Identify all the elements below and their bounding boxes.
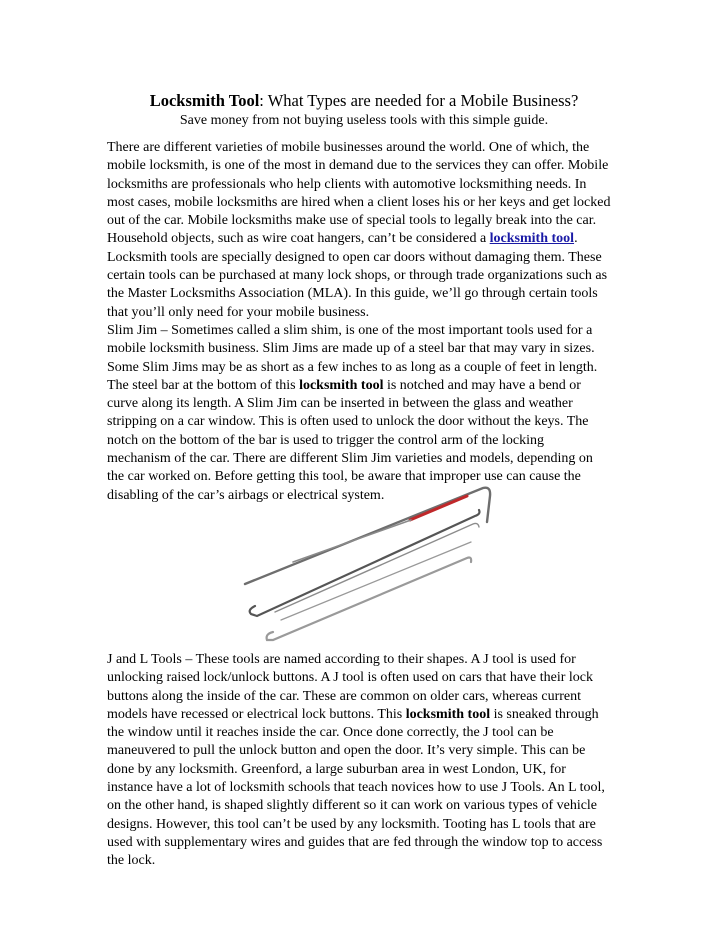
text-line: mobile locksmith business. Slim Jims are made up of a steel bar that may vary in sizes.: [107, 341, 595, 357]
bold-term: locksmith tool: [299, 377, 384, 393]
page-subtitle: Save money from not buying useless tools with this simple guide.: [179, 113, 549, 128]
text-run: The steel bar at the bottom of this: [107, 377, 300, 393]
text-line: the lock.: [107, 853, 156, 869]
thin-wire: [281, 542, 471, 620]
text-line: certain tools can be purchased at many lock shops, or through trade organizations such as: [107, 268, 608, 284]
text-line: There are different varieties of mobile businesses around the world. One of which, the: [107, 140, 590, 155]
bold-term: locksmith tool: [405, 706, 491, 722]
text-line: stripping on a car window. This is often used to unlock the door without the keys. The: [107, 414, 589, 430]
locksmith-tools-image: [235, 482, 495, 642]
text-run: models have recessed or electrical lock buttons. This: [107, 706, 406, 722]
text-line: out of the car. Mobile locksmiths make use of special tools to legally break into the car.: [107, 213, 597, 229]
page-title: [0, 91, 728, 111]
text-line: mobile locksmith, is one of the most in demand due to the services they can offer. Mobile: [107, 158, 609, 174]
text-line: used with supplementary wires and guides that are fed through the window top to access: [107, 834, 603, 850]
text-line: curve along its length. A Slim Jim can be inserted in between the glass and weather: [107, 396, 573, 412]
text-line: on the other hand, is shaped slightly different so it can work on various types of vehicle: [107, 798, 598, 814]
red-handle-tool: [410, 496, 467, 520]
slim-jim-paragraph: [107, 322, 627, 505]
text-line: designs. However, this tool can’t be used by any locksmith. Tooting has L tools that are: [107, 816, 596, 832]
text-line: the window until it reaches inside the car. Once done correctly, the J tool can be: [107, 725, 554, 741]
thin-wire: [275, 523, 479, 612]
text-line: Slim Jim – Sometimes called a slim shim, is one of the most important tools used for a: [107, 323, 593, 338]
intro-paragraph: [107, 139, 627, 322]
text-line: maneuvered to pull the unlock button and open the door. It’s very simple. This can be: [107, 743, 586, 759]
text-line: [107, 230, 627, 248]
text-run: is sneaked through: [490, 706, 599, 722]
locksmith-tool-link[interactable]: locksmith tool: [489, 231, 575, 247]
text-line: the car worked on. Before getting this tool, be aware that improper use can cause the: [107, 469, 581, 485]
text-line: Locksmith tools are specially designed to open car doors without damaging them. These: [107, 249, 602, 265]
text-line: mechanism of the car. There are different Slim Jim varieties and models, depending on: [107, 451, 593, 467]
text-line: instance have a lot of locksmith schools that teach novices how to use J Tools. An L tool,: [107, 780, 605, 796]
text-line: [107, 706, 627, 724]
text-line: the Master Locksmiths Association (MLA). In this guide, we’ll go through certain tools: [107, 286, 598, 302]
text-line: [107, 377, 627, 395]
text-line: done by any locksmith. Greenford, a large suburban area in west London, UK, for: [107, 761, 566, 777]
text-line: notch on the bottom of the bar is used to trigger the control arm of the locking: [107, 432, 545, 448]
text-line: disabling of the car’s airbags or electrical system.: [107, 487, 385, 503]
title-rest: : What Types are needed for a Mobile Business?: [259, 91, 579, 110]
text-line: buttons along the inside of the car. These are common on older cars, whereas current: [107, 688, 582, 704]
text-line: most cases, mobile locksmiths are hired when a client loses his or her keys and get locked: [107, 194, 611, 210]
text-run: is notched and may have a bend or: [383, 377, 581, 393]
text-line: Some Slim Jims may be as short as a few inches to as long as a couple of feet in length.: [107, 359, 598, 375]
text-line: locksmiths are professionals who help clients with automotive locksmithing needs. In: [107, 176, 587, 192]
text-run: Household objects, such as wire coat hangers, can’t be considered a: [107, 231, 490, 247]
text-run: .: [574, 231, 578, 247]
text-line: unlocking raised lock/unlock buttons. A J tool is often used on cars that have their lock: [107, 670, 594, 686]
j-l-tools-paragraph: [107, 651, 627, 871]
text-line: J and L Tools – These tools are named according to their shapes. A J tool is used for: [107, 652, 576, 667]
text-line: that you’ll only need for your mobile business.: [107, 304, 370, 320]
title-bold: Locksmith Tool: [149, 91, 260, 110]
